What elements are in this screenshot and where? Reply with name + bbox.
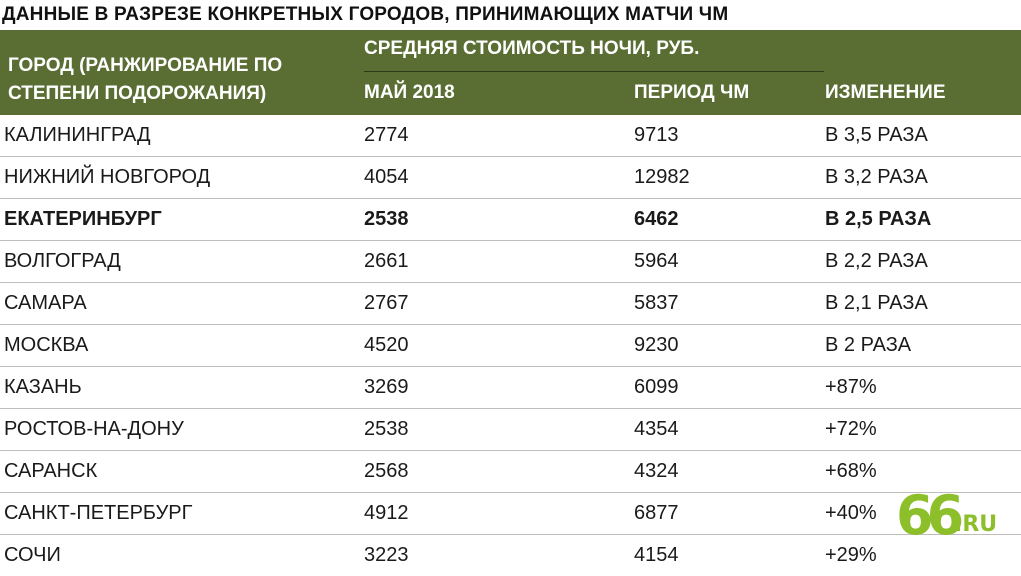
cell-city: КАЛИНИНГРАД — [4, 124, 151, 146]
cell-change: +72% — [825, 418, 877, 440]
cell-city: КАЗАНЬ — [4, 376, 82, 398]
table-row — [0, 241, 1021, 283]
cell-wc: 6099 — [634, 376, 679, 398]
cell-wc: 6877 — [634, 502, 679, 524]
table-row — [0, 115, 1021, 157]
cell-may: 2538 — [364, 418, 409, 440]
cell-city: НИЖНИЙ НОВГОРОД — [4, 166, 211, 188]
header-col-may: МАЙ 2018 — [364, 82, 455, 103]
cell-change: +40% — [825, 502, 877, 524]
cell-may: 3269 — [364, 376, 409, 398]
table-row — [0, 283, 1021, 325]
cell-may: 3223 — [364, 544, 409, 566]
cell-city: ВОЛГОГРАД — [4, 250, 121, 272]
cell-city: ЕКАТЕРИНБУРГ — [4, 208, 162, 230]
table-body — [0, 115, 1021, 576]
logo-number: 66 — [896, 484, 958, 547]
cell-change: В 2 РАЗА — [825, 334, 912, 356]
cell-may: 2767 — [364, 292, 409, 314]
cell-change: В 3,5 РАЗА — [825, 124, 928, 146]
table-header — [0, 30, 1021, 115]
cell-may: 2661 — [364, 250, 409, 272]
header-city-line1: ГОРОД (РАНЖИРОВАНИЕ ПО — [8, 55, 283, 76]
cell-city: САРАНСК — [4, 460, 98, 482]
cell-change: В 2,1 РАЗА — [825, 292, 928, 314]
cell-wc: 4354 — [634, 418, 679, 440]
table-row — [0, 325, 1021, 367]
cell-wc: 5837 — [634, 292, 679, 314]
table-row — [0, 493, 1021, 535]
cell-change: В 3,2 РАЗА — [825, 166, 928, 188]
cell-may: 2568 — [364, 460, 409, 482]
header-city — [8, 52, 338, 108]
cell-wc: 6462 — [634, 208, 679, 230]
cell-may: 4054 — [364, 166, 409, 188]
header-city-line2: СТЕПЕНИ ПОДОРОЖАНИЯ) — [8, 83, 267, 104]
cell-change: +87% — [825, 376, 877, 398]
cell-city: САМАРА — [4, 292, 87, 314]
cell-change: В 2,5 РАЗА — [825, 208, 932, 230]
table-row — [0, 409, 1021, 451]
cell-change: В 2,2 РАЗА — [825, 250, 928, 272]
cell-change: +68% — [825, 460, 877, 482]
cell-city: СОЧИ — [4, 544, 61, 566]
cell-wc: 9230 — [634, 334, 679, 356]
cell-change: +29% — [825, 544, 877, 566]
cell-city: САНКТ-ПЕТЕРБУРГ — [4, 502, 193, 524]
cell-wc: 9713 — [634, 124, 679, 146]
cell-wc: 4154 — [634, 544, 679, 566]
cell-wc: 12982 — [634, 166, 690, 188]
table-row — [0, 157, 1021, 199]
logo-suffix: .RU — [954, 512, 998, 537]
cell-may: 4912 — [364, 502, 409, 524]
table-row — [0, 367, 1021, 409]
header-col-wc: ПЕРИОД ЧМ — [634, 82, 750, 103]
cell-may: 2774 — [364, 124, 409, 146]
cell-wc: 5964 — [634, 250, 679, 272]
table-row — [0, 535, 1021, 576]
header-group-label: СРЕДНЯЯ СТОИМОСТЬ НОЧИ, РУБ. — [364, 38, 700, 59]
cell-may: 4520 — [364, 334, 409, 356]
table-title: ДАННЫЕ В РАЗРЕЗЕ КОНКРЕТНЫХ ГОРОДОВ, ПРИНИМАЮЩИХ МАТЧИ ЧМ — [2, 4, 729, 25]
header-divider — [364, 71, 824, 72]
cell-may: 2538 — [364, 208, 409, 230]
table-row-highlighted — [0, 199, 1021, 241]
cell-city: МОСКВА — [4, 334, 89, 356]
header-col-change: ИЗМЕНЕНИЕ — [825, 82, 946, 103]
table-row — [0, 451, 1021, 493]
cell-wc: 4324 — [634, 460, 679, 482]
site-logo — [896, 484, 1006, 550]
cell-city: РОСТОВ-НА-ДОНУ — [4, 418, 184, 440]
